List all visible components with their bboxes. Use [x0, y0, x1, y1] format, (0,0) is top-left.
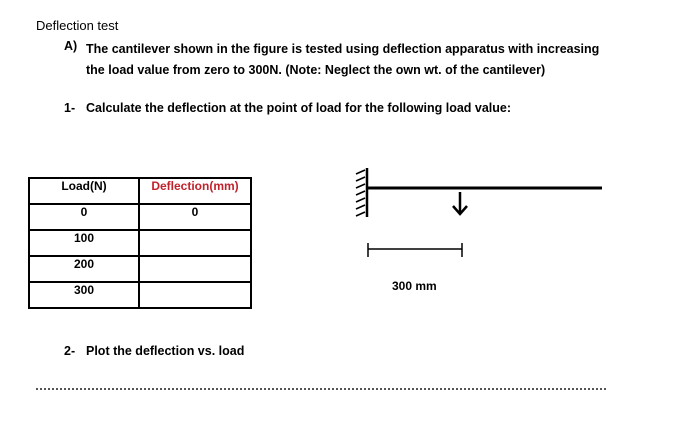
fixed-support-icon — [356, 168, 367, 217]
question-2-number: 2- — [64, 344, 76, 358]
question-1-number: 1- — [64, 101, 76, 115]
part-a-line-2: the load value from zero to 300N. (Note: Neglect the own wt. of the cantilever) — [86, 63, 546, 77]
deflection-cell[interactable] — [139, 282, 251, 308]
dimension-label: 300 mm — [392, 279, 437, 293]
dimension-line — [368, 243, 462, 257]
load-column-header: Load(N) — [29, 178, 139, 204]
part-a-label: A) — [64, 39, 78, 53]
load-deflection-table — [28, 177, 252, 309]
deflection-cell[interactable]: 0 — [139, 204, 251, 230]
table-row — [29, 256, 251, 282]
cantilever-figure — [350, 162, 610, 272]
question-1-text: Calculate the deflection at the point of load for the following load value: — [86, 101, 512, 115]
load-arrow-icon — [453, 192, 467, 214]
deflection-cell[interactable] — [139, 256, 251, 282]
table-row — [29, 282, 251, 308]
question-2-text: Plot the deflection vs. load — [86, 344, 245, 358]
part-a-line-1: The cantilever shown in the figure is tested using deflection apparatus with increasing — [86, 42, 600, 56]
load-cell: 300 — [29, 282, 139, 308]
table-header-row — [29, 178, 251, 204]
deflection-cell[interactable] — [139, 230, 251, 256]
answer-dotted-line — [36, 388, 606, 390]
load-cell: 100 — [29, 230, 139, 256]
part-a-description — [86, 39, 599, 81]
page-title: Deflection test — [36, 18, 119, 33]
table-row — [29, 230, 251, 256]
load-cell: 0 — [29, 204, 139, 230]
load-cell: 200 — [29, 256, 139, 282]
deflection-column-header: Deflection(mm) — [139, 178, 251, 204]
table-row — [29, 204, 251, 230]
